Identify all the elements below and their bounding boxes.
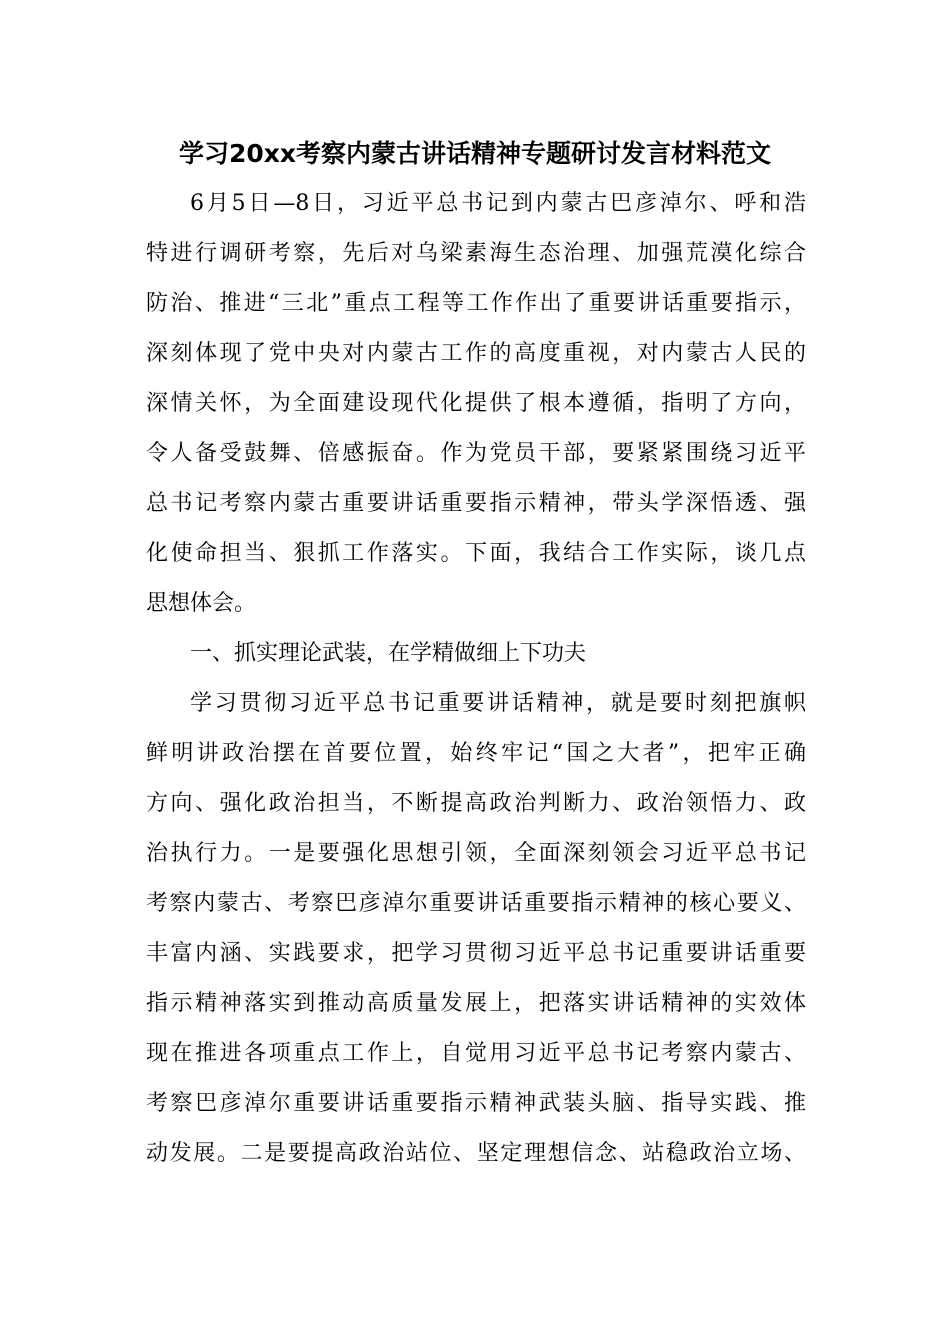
text-line: 鲜明讲政治摆在首要位置，始终牢记“国之大者”，把牢正确	[146, 741, 806, 766]
text-line: 总书记考察内蒙古重要讲话重要指示精神，带头学深悟透、强	[146, 491, 806, 516]
text-line: 特进行调研考察，先后对乌梁素海生态治理、加强荒漠化综合	[146, 241, 806, 266]
text-line: 方向、强化政治担当，不断提高政治判断力、政治领悟力、政	[146, 791, 806, 816]
text-line: 学习贯彻习近平总书记重要讲话精神，就是要时刻把旗帜	[190, 691, 806, 716]
text-line: 深刻体现了党中央对内蒙古工作的高度重视，对内蒙古人民的	[146, 341, 806, 366]
section-heading: 一、抓实理论武装，在学精做细上下功夫	[190, 641, 587, 666]
text-line: 考察巴彦淖尔重要讲话重要指示精神武装头脑、指导实践、推	[146, 1091, 806, 1116]
text-line: 动发展。二是要提高政治站位、坚定理想信念、站稳政治立场、	[146, 1141, 806, 1166]
text-line: 丰富内涵、实践要求，把学习贯彻习近平总书记重要讲话重要	[146, 941, 806, 966]
text-line: 化使命担当、狠抓工作落实。下面，我结合工作实际，谈几点	[146, 541, 806, 566]
text-line: 思想体会。	[146, 591, 257, 616]
text-line: 深情关怀，为全面建设现代化提供了根本遵循，指明了方向，	[146, 391, 806, 416]
text-line: 治执行力。一是要强化思想引领，全面深刻领会习近平总书记	[146, 841, 806, 866]
text-line: 令人备受鼓舞、倍感振奋。作为党员干部，要紧紧围绕习近平	[146, 441, 806, 466]
text-line: 考察内蒙古、考察巴彦淖尔重要讲话重要指示精神的核心要义、	[146, 891, 806, 916]
text-line: 防治、推进“三北”重点工程等工作作出了重要讲话重要指示，	[146, 291, 806, 316]
text-line: 6月5日—8日，习近平总书记到内蒙古巴彦淖尔、呼和浩	[190, 191, 806, 216]
document-title: 学习20xx考察内蒙古讲话精神专题研讨发言材料范文	[178, 139, 772, 168]
text-line: 现在推进各项重点工作上，自觉用习近平总书记考察内蒙古、	[146, 1041, 806, 1066]
text-line: 指示精神落实到推动高质量发展上，把落实讲话精神的实效体	[146, 991, 806, 1016]
